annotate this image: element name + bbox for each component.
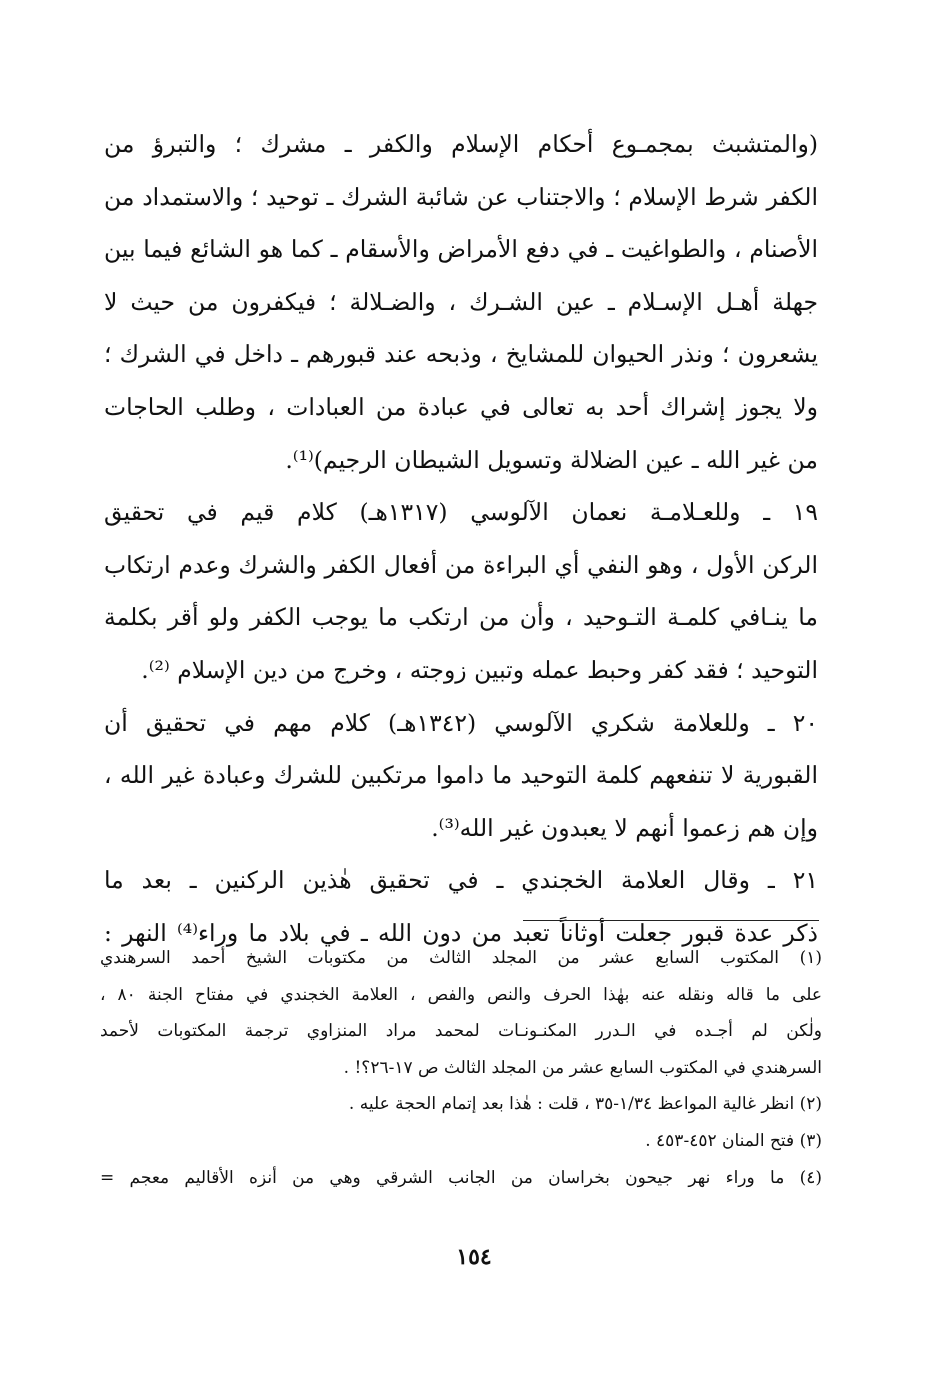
main-text-line: (والمتشبث بمجمـوع أحكام الإسلام والكفر ـ مشرك ؛ والتبرؤ من — [104, 130, 818, 158]
footnote-line: (٢) انظر غالية المواعظ ١/٣٤-٣٥ ، قلت : هٰذا بعد إتمام الحجة عليه . — [348, 1094, 822, 1115]
footnote-line: (٣) فتح المنان ٤٥٢-٤٥٣ . — [645, 1130, 822, 1151]
main-text-line: يشعرون ؛ ونذر الحيوان للمشايخ ، وذبحه عند قبورهم ـ داخل في الشرك ؛ — [104, 340, 818, 369]
main-text-line: ذكر عدة قبور جعلت أوثاناً تعبد من دون الله ـ في بلاد ما وراء⁽⁴⁾ النهر : — [104, 918, 818, 947]
footnote-line: (٤) ما وراء نهر جيحون بخراسان من الجانب الشرقي وهي من أنزه الأقاليم معجم = — [100, 1167, 822, 1188]
main-text-block — [104, 118, 818, 960]
footnote-line: السرهندي في المكتوب السابع عشر من المجلد الثالث ص ١٧-٢٦؟! . — [343, 1057, 822, 1078]
main-text-line: ٢٠ ـ وللعلامة شكري الآلوسي (١٣٤٢هـ) كلام مهم في تحقيق أن — [104, 708, 818, 737]
main-text-line: ٢١ ـ وقال العلامة الخجندي ـ في تحقيق هٰذين الركنين ـ بعد ما — [104, 866, 818, 895]
main-text-line: الأصنام ، والطواغيت ـ في دفع الأمراض والأسقام ـ كما هو الشائع فيما بين — [104, 235, 818, 264]
main-text-line: الكفر شرط الإسلام ؛ والاجتناب عن شائبة الشرك ـ توحيد ؛ والاستمداد من — [104, 182, 818, 211]
main-text-line: ما ينـافي كلمـة التـوحيد ، وأن من ارتكب ما يوجب الكفر ولو أقر بكلمة — [104, 603, 818, 632]
main-text-line: الركن الأول ، وهو النفي أي البراءة من أفعال الكفر والشرك وعدم ارتكاب — [104, 550, 818, 579]
main-text-line: وإن هم زعموا أنهم لا يعبدون غير الله⁽³⁾. — [431, 813, 818, 842]
page-number: ١٥٤ — [456, 1244, 492, 1270]
footnote-separator — [523, 920, 819, 921]
main-text-line: من غير الله ـ عين الضلالة وتسويل الشيطان الرجيم)⁽¹⁾. — [285, 445, 818, 474]
main-text-line: التوحيد ؛ فقد كفر وحبط عمله وتبين زوجته ، وخرج من دين الإسلام ⁽²⁾. — [141, 655, 818, 684]
footnotes-block — [100, 940, 822, 1196]
footnote-line: (١) المكتوب السابع عشر من المجلد الثالث من مكتوبات الشيخ أحمد السرهندي — [100, 948, 822, 968]
main-text-line: جهلة أهـل الإسـلام ـ عين الشـرك ، والضـلالة ؛ فيكفرون من حيث لا — [104, 287, 818, 316]
main-text-line: ١٩ ـ وللعـلامـة نعمان الآلوسي (١٣١٧هـ) كلام قيم في تحقيق — [104, 498, 818, 527]
main-text-line: القبورية لا تنفعهم كلمة التوحيد ما داموا مرتكبين للشرك وعبادة غير الله ، — [104, 761, 818, 790]
footnote-line: ولٰكن لم أجـده في الـدرر المكنـونـات لمحمد مراد المنزاوي ترجمة المكتوبات لأحمد — [100, 1021, 822, 1042]
main-text-line: ولا يجوز إشراك أحد به تعالى في عبادة من العبادات ، وطلب الحاجات — [104, 392, 818, 421]
footnote-line: على ما قاله ونقله عنه بهٰذا الحرف والنص والفص ، العلامة الخجندي في مفتاح الجنة ٨٠ ، — [100, 984, 822, 1005]
